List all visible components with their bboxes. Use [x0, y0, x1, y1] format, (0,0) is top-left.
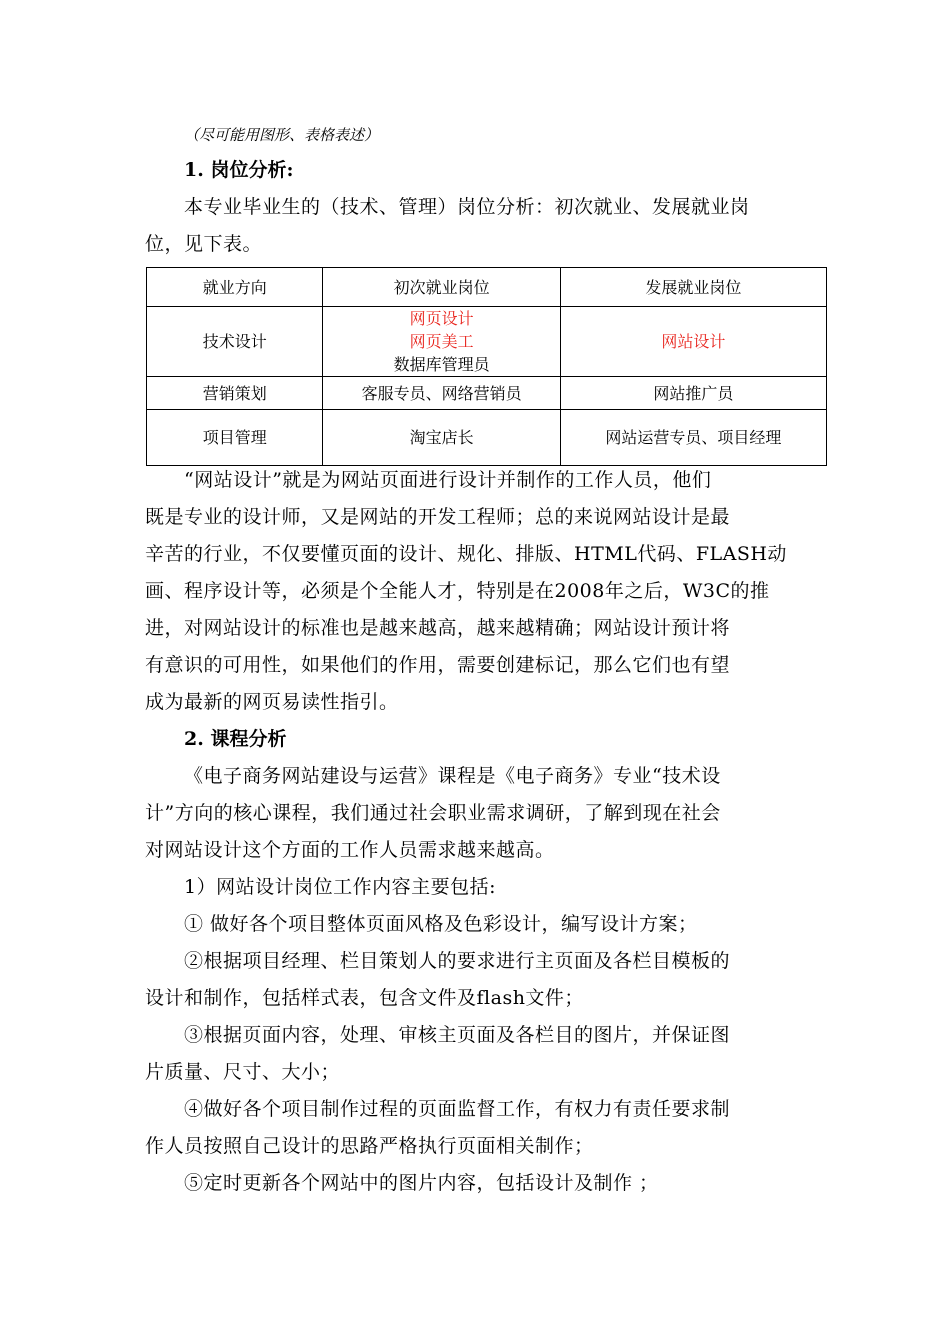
direction-cell: 技术设计 [147, 307, 323, 377]
table-row [147, 410, 827, 466]
paragraph-line: 对网站设计这个方面的工作人员需求越来越高。 [145, 839, 555, 861]
development-job-cell [560, 307, 826, 377]
paragraph-line: 辛苦的行业，不仅要懂页面的设计、规化、排版、HTML代码、FLASH动 [145, 543, 787, 565]
direction-cell: 营销策划 [147, 377, 323, 410]
paragraph-line: 画、程序设计等，必须是个全能人才，特别是在2008年之后，W3C的推 [145, 580, 770, 602]
list-item-continuation: 设计和制作，包括样式表，包含文件及flash文件； [145, 987, 584, 1009]
development-job-cell: 网站运营专员、项目经理 [560, 410, 826, 466]
list-title: 1）网站设计岗位工作内容主要包括: [184, 876, 496, 898]
paragraph-line: 既是专业的设计师，又是网站的开发工程师；总的来说网站设计是最 [145, 506, 731, 528]
initial-job-cell: 客服专员、网络营销员 [323, 377, 560, 410]
table-header-cell: 发展就业岗位 [560, 268, 826, 307]
list-item: ④做好各个项目制作过程的页面监督工作，有权力有责任要求制 [184, 1098, 731, 1120]
table-header-cell: 初次就业岗位 [323, 268, 560, 307]
paragraph-line: 成为最新的网页易读性指引。 [145, 691, 399, 713]
section1-intro: 本专业毕业生的（技术、管理）岗位分析：初次就业、发展就业岗 [184, 196, 750, 218]
initial-job-cell [323, 307, 560, 377]
initial-job: 网页设计 [409, 309, 474, 328]
list-item: ① 做好各个项目整体页面风格及色彩设计，编写设计方案； [184, 913, 698, 935]
table-row [147, 307, 827, 377]
list-item-continuation: 作人员按照自己设计的思路严格执行页面相关制作； [145, 1135, 594, 1157]
table-header-row [147, 268, 827, 307]
paragraph-line: 有意识的可用性，如果他们的作用，需要创建标记，那么它们也有望 [145, 654, 731, 676]
list-item: ⑤定时更新各个网站中的图片内容，包括设计及制作 ； [184, 1172, 659, 1194]
direction-cell: 项目管理 [147, 410, 323, 466]
paragraph-line: 《电子商务网站建设与运营》课程是《电子商务》专业“技术设 [184, 765, 721, 787]
paragraph-line: “网站设计”就是为网站页面进行设计并制作的工作人员，他们 [184, 469, 712, 491]
section1-intro: 位，见下表。 [145, 233, 263, 255]
paragraph-line: 进，对网站设计的标准也是越来越高，越来越精确；网站设计预计将 [145, 617, 731, 639]
section1-heading: 1. 岗位分析: [184, 159, 294, 181]
initial-job-cell: 淘宝店长 [323, 410, 560, 466]
table-row [147, 377, 827, 410]
list-item: ③根据页面内容，处理、审核主页面及各栏目的图片，并保证图 [184, 1024, 731, 1046]
note-text: （尽可能用图形、表格表述） [184, 126, 380, 144]
table-header-cell: 就业方向 [147, 268, 323, 307]
initial-job: 网页美工 [409, 332, 474, 351]
development-job: 网站设计 [661, 332, 726, 351]
job-analysis-table [146, 267, 827, 466]
list-item-continuation: 片质量、尺寸、大小； [145, 1061, 341, 1083]
development-job-cell: 网站推广员 [560, 377, 826, 410]
section2-heading: 2. 课程分析 [184, 728, 287, 750]
list-item: ②根据项目经理、栏目策划人的要求进行主页面及各栏目模板的 [184, 950, 731, 972]
initial-job: 数据库管理员 [393, 355, 490, 374]
paragraph-line: 计”方向的核心课程，我们通过社会职业需求调研，了解到现在社会 [145, 802, 721, 824]
